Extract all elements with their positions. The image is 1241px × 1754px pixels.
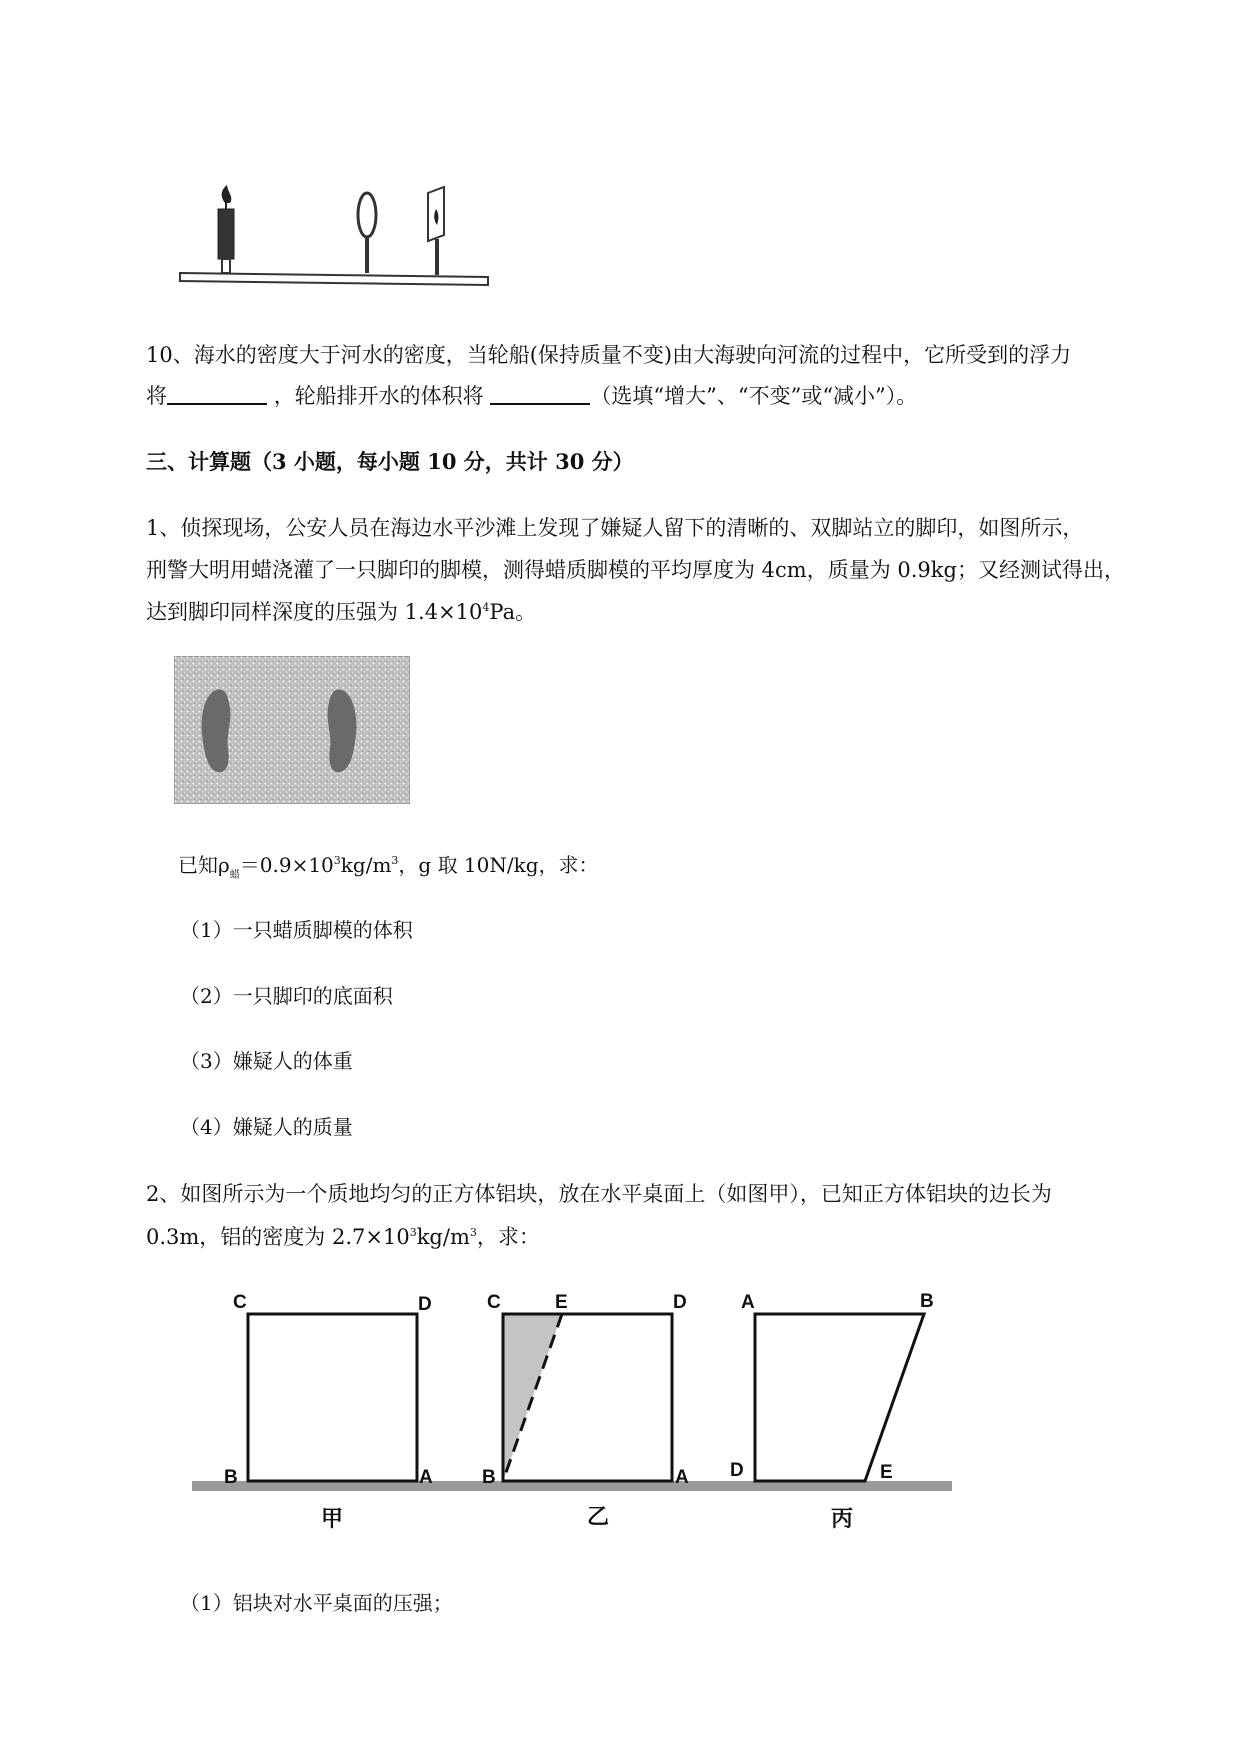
p1-given-sup2: 3 — [391, 854, 399, 867]
p1-line3-a: 达到脚印同样深度的压强为 1.4×10 — [146, 600, 483, 624]
p1-given — [178, 850, 599, 880]
yi-label-e: E — [555, 1292, 568, 1313]
p2-line1: 2、如图所示为一个质地均匀的正方体铝块，放在水平桌面上（如图甲），已知正方体铝块的边长为 — [146, 1182, 1052, 1206]
p2-line2-a: 0.3m，铝的密度为 2.7×10 — [146, 1225, 410, 1249]
caption-jia: 甲 — [321, 1507, 344, 1532]
p2-line2 — [146, 1222, 540, 1252]
q10-line2 — [146, 381, 917, 411]
p2-line2-sup1: 3 — [409, 1226, 417, 1239]
p1-given-sub: 蜡 — [229, 870, 240, 881]
block-bing — [730, 1291, 934, 1532]
yi-label-a: A — [675, 1467, 689, 1488]
p1-line3 — [146, 597, 536, 627]
p2-line2-sup2: 3 — [469, 1226, 477, 1239]
bing-label-a: A — [741, 1292, 755, 1313]
jia-label-d: D — [418, 1294, 432, 1315]
caption-bing: 丙 — [831, 1507, 854, 1532]
p2-line2-c: ，求： — [476, 1225, 540, 1249]
q10-line2-c: （选填“增大”、“不变”或“减小”）。 — [590, 384, 918, 408]
p1-line1: 1、侦探现场，公安人员在海边水平沙滩上发现了嫌疑人留下的清晰的、双脚站立的脚印，如图所示， — [146, 516, 1084, 540]
p1-line3-b: Pa。 — [489, 600, 537, 624]
light-screen-icon — [428, 187, 444, 275]
q10-line2-b: ，轮船排开水的体积将 — [273, 384, 484, 408]
bing-label-e: E — [880, 1462, 893, 1483]
p1-line3-sup: 4 — [482, 601, 490, 614]
p2-item-1: （1）铝块对水平桌面的压强； — [180, 1591, 453, 1615]
jia-label-c: C — [233, 1292, 247, 1313]
p1-item-1: （1）一只蜡质脚模的体积 — [180, 918, 413, 942]
aluminum-block-figure — [0, 1270, 1241, 1540]
yi-label-d: D — [673, 1292, 687, 1313]
p1-given-a: 已知ρ — [178, 853, 230, 877]
answer-blank-2 — [490, 381, 590, 405]
block-yi — [482, 1292, 689, 1530]
p1-given-d: ，g 取 10N/kg，求： — [398, 853, 599, 877]
bing-label-b: B — [920, 1291, 934, 1312]
p1-line2: 刑警大明用蜡浇灌了一只脚印的脚模，测得蜡质脚模的平均厚度为 4cm，质量为 0.9kg；又经测试得出， — [146, 558, 1125, 582]
p1-item-3: （3）嫌疑人的体重 — [180, 1049, 353, 1073]
yi-label-b: B — [482, 1467, 496, 1488]
candle-icon — [218, 185, 234, 273]
jia-label-a: A — [419, 1467, 433, 1488]
yi-label-c: C — [487, 1292, 501, 1313]
jia-label-b: B — [224, 1467, 238, 1488]
block-jia — [224, 1292, 433, 1532]
p1-given-b: ＝0.9×10 — [239, 853, 334, 877]
section-title: 三、计算题（3 小题，每小题 10 分，共计 30 分） — [146, 449, 634, 474]
q10-line2-a: 将 — [146, 384, 167, 408]
convex-lens-icon — [358, 193, 376, 273]
q10-line1: 10、海水的密度大于河水的密度，当轮船(保持质量不变)由大海驶向河流的过程中，它所受到的浮力 — [146, 343, 1072, 367]
p1-given-c: kg/m — [340, 853, 392, 877]
p1-item-4: （4）嫌疑人的质量 — [180, 1115, 353, 1139]
bing-label-d: D — [730, 1460, 744, 1481]
p2-line2-b: kg/m — [416, 1225, 470, 1249]
caption-yi: 乙 — [587, 1505, 610, 1530]
answer-blank-1 — [167, 381, 267, 405]
footprint-photo — [174, 656, 410, 804]
p1-item-2: （2）一只脚印的底面积 — [180, 984, 393, 1008]
p1-given-sup1: 3 — [333, 854, 341, 867]
optics-bench-figure — [170, 185, 500, 295]
